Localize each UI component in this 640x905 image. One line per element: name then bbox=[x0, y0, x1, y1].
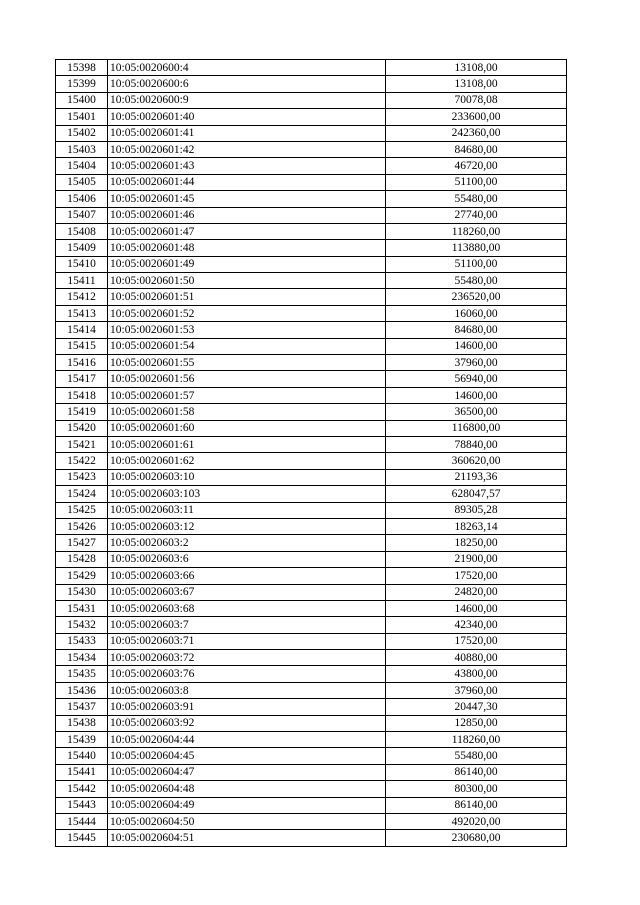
table-row bbox=[56, 813, 567, 829]
row-number-cell: 15421 bbox=[56, 436, 108, 452]
row-number-cell: 15413 bbox=[56, 305, 108, 321]
cadastral-number-cell: 10:05:0020601:57 bbox=[108, 387, 386, 403]
cadastral-value-cell: 89305,28 bbox=[386, 502, 567, 518]
cadastral-value-table bbox=[55, 59, 567, 847]
cadastral-value-cell: 86140,00 bbox=[386, 764, 567, 780]
cadastral-value-cell: 78840,00 bbox=[386, 436, 567, 452]
cadastral-value-cell: 628047,57 bbox=[386, 486, 567, 502]
cadastral-number-cell: 10:05:0020601:51 bbox=[108, 289, 386, 305]
table-row bbox=[56, 535, 567, 551]
cadastral-value-cell: 116800,00 bbox=[386, 420, 567, 436]
cadastral-number-cell: 10:05:0020604:48 bbox=[108, 781, 386, 797]
cadastral-value-cell: 51100,00 bbox=[386, 256, 567, 272]
row-number-cell: 15443 bbox=[56, 797, 108, 813]
table-row bbox=[56, 682, 567, 698]
table-row bbox=[56, 748, 567, 764]
cadastral-value-cell: 12850,00 bbox=[386, 715, 567, 731]
table-row bbox=[56, 338, 567, 354]
cadastral-value-cell: 118260,00 bbox=[386, 223, 567, 239]
cadastral-value-cell: 36500,00 bbox=[386, 404, 567, 420]
row-number-cell: 15444 bbox=[56, 813, 108, 829]
row-number-cell: 15435 bbox=[56, 666, 108, 682]
row-number-cell: 15417 bbox=[56, 371, 108, 387]
row-number-cell: 15402 bbox=[56, 125, 108, 141]
table-row bbox=[56, 355, 567, 371]
table-row bbox=[56, 715, 567, 731]
cadastral-number-cell: 10:05:0020601:60 bbox=[108, 420, 386, 436]
cadastral-number-cell: 10:05:0020604:51 bbox=[108, 830, 386, 846]
cadastral-value-cell: 18250,00 bbox=[386, 535, 567, 551]
cadastral-value-cell: 55480,00 bbox=[386, 191, 567, 207]
row-number-cell: 15414 bbox=[56, 322, 108, 338]
cadastral-value-cell: 236520,00 bbox=[386, 289, 567, 305]
table-row bbox=[56, 600, 567, 616]
cadastral-value-cell: 14600,00 bbox=[386, 338, 567, 354]
cadastral-number-cell: 10:05:0020601:44 bbox=[108, 174, 386, 190]
cadastral-value-cell: 14600,00 bbox=[386, 387, 567, 403]
cadastral-value-cell: 70078,08 bbox=[386, 92, 567, 108]
cadastral-number-cell: 10:05:0020603:10 bbox=[108, 469, 386, 485]
row-number-cell: 15445 bbox=[56, 830, 108, 846]
row-number-cell: 15431 bbox=[56, 600, 108, 616]
cadastral-number-cell: 10:05:0020604:47 bbox=[108, 764, 386, 780]
cadastral-value-cell: 24820,00 bbox=[386, 584, 567, 600]
cadastral-value-cell: 14600,00 bbox=[386, 600, 567, 616]
row-number-cell: 15398 bbox=[56, 60, 108, 76]
row-number-cell: 15437 bbox=[56, 699, 108, 715]
table-row bbox=[56, 699, 567, 715]
cadastral-number-cell: 10:05:0020601:50 bbox=[108, 273, 386, 289]
table-row bbox=[56, 141, 567, 157]
cadastral-value-cell: 40880,00 bbox=[386, 650, 567, 666]
cadastral-number-cell: 10:05:0020601:61 bbox=[108, 436, 386, 452]
table-row bbox=[56, 240, 567, 256]
cadastral-value-cell: 55480,00 bbox=[386, 748, 567, 764]
table-row bbox=[56, 551, 567, 567]
row-number-cell: 15440 bbox=[56, 748, 108, 764]
cadastral-number-cell: 10:05:0020601:49 bbox=[108, 256, 386, 272]
row-number-cell: 15429 bbox=[56, 568, 108, 584]
cadastral-value-cell: 17520,00 bbox=[386, 568, 567, 584]
table-row bbox=[56, 125, 567, 141]
cadastral-number-cell: 10:05:0020603:68 bbox=[108, 600, 386, 616]
cadastral-number-cell: 10:05:0020601:48 bbox=[108, 240, 386, 256]
table-row bbox=[56, 830, 567, 846]
row-number-cell: 15411 bbox=[56, 273, 108, 289]
cadastral-number-cell: 10:05:0020603:72 bbox=[108, 650, 386, 666]
table-row bbox=[56, 764, 567, 780]
row-number-cell: 15416 bbox=[56, 355, 108, 371]
cadastral-value-cell: 18263,14 bbox=[386, 518, 567, 534]
cadastral-value-cell: 492020,00 bbox=[386, 813, 567, 829]
cadastral-number-cell: 10:05:0020600:9 bbox=[108, 92, 386, 108]
table-row bbox=[56, 289, 567, 305]
cadastral-number-cell: 10:05:0020603:6 bbox=[108, 551, 386, 567]
table-row bbox=[56, 305, 567, 321]
cadastral-value-cell: 43800,00 bbox=[386, 666, 567, 682]
row-number-cell: 15436 bbox=[56, 682, 108, 698]
row-number-cell: 15439 bbox=[56, 732, 108, 748]
cadastral-number-cell: 10:05:0020601:52 bbox=[108, 305, 386, 321]
row-number-cell: 15419 bbox=[56, 404, 108, 420]
row-number-cell: 15418 bbox=[56, 387, 108, 403]
table-row bbox=[56, 92, 567, 108]
table-row bbox=[56, 158, 567, 174]
cadastral-value-cell: 118260,00 bbox=[386, 732, 567, 748]
cadastral-number-cell: 10:05:0020601:62 bbox=[108, 453, 386, 469]
row-number-cell: 15409 bbox=[56, 240, 108, 256]
row-number-cell: 15399 bbox=[56, 76, 108, 92]
cadastral-value-cell: 84680,00 bbox=[386, 141, 567, 157]
table-row bbox=[56, 223, 567, 239]
cadastral-value-cell: 233600,00 bbox=[386, 109, 567, 125]
table-row bbox=[56, 436, 567, 452]
table-row bbox=[56, 256, 567, 272]
table-row bbox=[56, 518, 567, 534]
row-number-cell: 15404 bbox=[56, 158, 108, 174]
table-row bbox=[56, 207, 567, 223]
cadastral-number-cell: 10:05:0020601:40 bbox=[108, 109, 386, 125]
row-number-cell: 15401 bbox=[56, 109, 108, 125]
cadastral-value-cell: 46720,00 bbox=[386, 158, 567, 174]
cadastral-number-cell: 10:05:0020603:12 bbox=[108, 518, 386, 534]
table-row bbox=[56, 568, 567, 584]
cadastral-number-cell: 10:05:0020603:71 bbox=[108, 633, 386, 649]
cadastral-number-cell: 10:05:0020603:7 bbox=[108, 617, 386, 633]
cadastral-number-cell: 10:05:0020603:2 bbox=[108, 535, 386, 551]
cadastral-value-cell: 21900,00 bbox=[386, 551, 567, 567]
cadastral-value-cell: 80300,00 bbox=[386, 781, 567, 797]
cadastral-number-cell: 10:05:0020601:54 bbox=[108, 338, 386, 354]
cadastral-value-cell: 360620,00 bbox=[386, 453, 567, 469]
row-number-cell: 15406 bbox=[56, 191, 108, 207]
cadastral-number-cell: 10:05:0020604:45 bbox=[108, 748, 386, 764]
row-number-cell: 15432 bbox=[56, 617, 108, 633]
row-number-cell: 15438 bbox=[56, 715, 108, 731]
cadastral-value-cell: 27740,00 bbox=[386, 207, 567, 223]
cadastral-value-cell: 113880,00 bbox=[386, 240, 567, 256]
cadastral-value-cell: 13108,00 bbox=[386, 60, 567, 76]
row-number-cell: 15433 bbox=[56, 633, 108, 649]
table-row bbox=[56, 584, 567, 600]
cadastral-number-cell: 10:05:0020603:66 bbox=[108, 568, 386, 584]
table-row bbox=[56, 174, 567, 190]
row-number-cell: 15424 bbox=[56, 486, 108, 502]
table-row bbox=[56, 666, 567, 682]
cadastral-value-cell: 42340,00 bbox=[386, 617, 567, 633]
cadastral-number-cell: 10:05:0020603:11 bbox=[108, 502, 386, 518]
table-row bbox=[56, 617, 567, 633]
row-number-cell: 15405 bbox=[56, 174, 108, 190]
cadastral-number-cell: 10:05:0020601:56 bbox=[108, 371, 386, 387]
row-number-cell: 15420 bbox=[56, 420, 108, 436]
row-number-cell: 15407 bbox=[56, 207, 108, 223]
row-number-cell: 15427 bbox=[56, 535, 108, 551]
table-row bbox=[56, 109, 567, 125]
row-number-cell: 15426 bbox=[56, 518, 108, 534]
cadastral-value-cell: 84680,00 bbox=[386, 322, 567, 338]
cadastral-number-cell: 10:05:0020603:103 bbox=[108, 486, 386, 502]
row-number-cell: 15430 bbox=[56, 584, 108, 600]
cadastral-value-cell: 13108,00 bbox=[386, 76, 567, 92]
cadastral-value-cell: 16060,00 bbox=[386, 305, 567, 321]
cadastral-number-cell: 10:05:0020601:46 bbox=[108, 207, 386, 223]
row-number-cell: 15403 bbox=[56, 141, 108, 157]
cadastral-value-cell: 55480,00 bbox=[386, 273, 567, 289]
cadastral-number-cell: 10:05:0020601:53 bbox=[108, 322, 386, 338]
table-row bbox=[56, 453, 567, 469]
row-number-cell: 15441 bbox=[56, 764, 108, 780]
cadastral-value-cell: 37960,00 bbox=[386, 355, 567, 371]
row-number-cell: 15442 bbox=[56, 781, 108, 797]
cadastral-number-cell: 10:05:0020601:45 bbox=[108, 191, 386, 207]
table-row bbox=[56, 191, 567, 207]
table-row bbox=[56, 781, 567, 797]
cadastral-number-cell: 10:05:0020601:58 bbox=[108, 404, 386, 420]
table-row bbox=[56, 371, 567, 387]
cadastral-number-cell: 10:05:0020600:6 bbox=[108, 76, 386, 92]
table-row bbox=[56, 797, 567, 813]
table-body bbox=[56, 60, 567, 847]
row-number-cell: 15400 bbox=[56, 92, 108, 108]
table-row bbox=[56, 387, 567, 403]
cadastral-number-cell: 10:05:0020603:67 bbox=[108, 584, 386, 600]
table-row bbox=[56, 273, 567, 289]
table-row bbox=[56, 76, 567, 92]
row-number-cell: 15428 bbox=[56, 551, 108, 567]
cadastral-number-cell: 10:05:0020601:47 bbox=[108, 223, 386, 239]
row-number-cell: 15408 bbox=[56, 223, 108, 239]
cadastral-value-cell: 21193,36 bbox=[386, 469, 567, 485]
cadastral-number-cell: 10:05:0020604:44 bbox=[108, 732, 386, 748]
table-row bbox=[56, 633, 567, 649]
row-number-cell: 15434 bbox=[56, 650, 108, 666]
row-number-cell: 15415 bbox=[56, 338, 108, 354]
cadastral-number-cell: 10:05:0020600:4 bbox=[108, 60, 386, 76]
cadastral-number-cell: 10:05:0020604:49 bbox=[108, 797, 386, 813]
cadastral-value-cell: 230680,00 bbox=[386, 830, 567, 846]
row-number-cell: 15423 bbox=[56, 469, 108, 485]
table-row bbox=[56, 404, 567, 420]
row-number-cell: 15412 bbox=[56, 289, 108, 305]
cadastral-value-cell: 20447,30 bbox=[386, 699, 567, 715]
cadastral-number-cell: 10:05:0020603:76 bbox=[108, 666, 386, 682]
cadastral-number-cell: 10:05:0020603:92 bbox=[108, 715, 386, 731]
cadastral-number-cell: 10:05:0020601:55 bbox=[108, 355, 386, 371]
cadastral-number-cell: 10:05:0020601:43 bbox=[108, 158, 386, 174]
cadastral-value-cell: 51100,00 bbox=[386, 174, 567, 190]
table-row bbox=[56, 732, 567, 748]
table-row bbox=[56, 469, 567, 485]
row-number-cell: 15410 bbox=[56, 256, 108, 272]
table-row bbox=[56, 486, 567, 502]
row-number-cell: 15422 bbox=[56, 453, 108, 469]
cadastral-value-cell: 56940,00 bbox=[386, 371, 567, 387]
table-row bbox=[56, 502, 567, 518]
table-row bbox=[56, 650, 567, 666]
table-row bbox=[56, 60, 567, 76]
row-number-cell: 15425 bbox=[56, 502, 108, 518]
table-row bbox=[56, 322, 567, 338]
cadastral-value-cell: 37960,00 bbox=[386, 682, 567, 698]
cadastral-number-cell: 10:05:0020601:42 bbox=[108, 141, 386, 157]
table-row bbox=[56, 420, 567, 436]
cadastral-value-cell: 17520,00 bbox=[386, 633, 567, 649]
cadastral-value-cell: 86140,00 bbox=[386, 797, 567, 813]
cadastral-number-cell: 10:05:0020601:41 bbox=[108, 125, 386, 141]
cadastral-number-cell: 10:05:0020603:91 bbox=[108, 699, 386, 715]
cadastral-value-cell: 242360,00 bbox=[386, 125, 567, 141]
cadastral-number-cell: 10:05:0020603:8 bbox=[108, 682, 386, 698]
cadastral-number-cell: 10:05:0020604:50 bbox=[108, 813, 386, 829]
